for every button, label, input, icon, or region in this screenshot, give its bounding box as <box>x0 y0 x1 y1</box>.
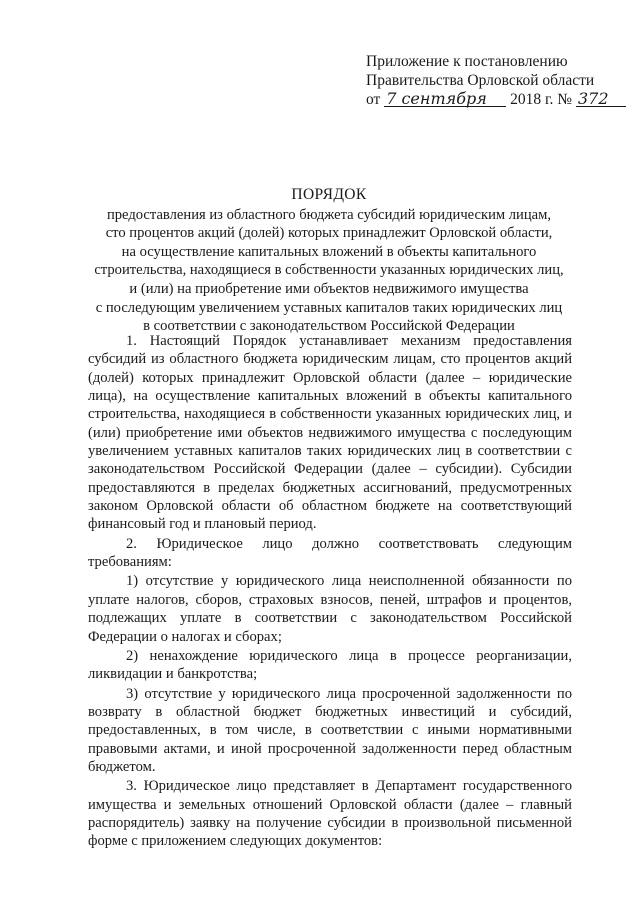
from-prefix: от <box>366 91 381 108</box>
handwritten-date: 7 сентября <box>384 91 506 107</box>
title-line: на осуществление капитальных вложений в объекты капитального <box>121 243 537 260</box>
document-body <box>88 332 572 851</box>
title-heading: ПОРЯДОК <box>291 186 367 203</box>
document-title <box>86 186 572 336</box>
header-line-1: Приложение к постановлению <box>366 53 568 70</box>
title-line: и (или) на приобретение ими объектов недвижимого имущества <box>129 280 529 297</box>
title-line: в соответствии с законодательством Российской Федерации <box>143 318 515 335</box>
title-line: сто процентов акций (долей) которых принадлежит Орловской области, <box>105 225 553 242</box>
title-line: с последующим увеличением уставных капиталов таких юридических лиц <box>95 299 563 316</box>
header-line-2: Правительства Орловской области <box>366 72 595 89</box>
paragraph-1: 1. Настоящий Порядок устанавливает механизм предоставления субсидий из областного бюджета юридическим лицам, сто процентов акций (долей) которых принадлежит Орловской области (далее – юридические лица), на осуществление капитальных вложений в объекты капитального строительства, находящиеся в собственности указанных юридических лиц, и (или) приобретение ими объектов недвижимого имущества с последующим увеличением уставных капиталов таких юридических лиц в соответствии с законодательством Российской Федерации (далее – субсидии). Субсидии предоставляются в пределах бюджетных ассигнований, предусмотренных законом Орловской области об областном бюджете на соответствующий финансовый год и плановый период. <box>88 333 572 533</box>
paragraph-3: 3. Юридическое лицо представляет в Департамент государственного имущества и земельных отношений Орловской области (далее – главный распорядитель) заявку на получение субсидии в произвольной письменной форме с приложением следующих документов: <box>88 778 572 850</box>
title-line: строительства, находящиеся в собственности указанных юридических лиц, <box>94 262 564 279</box>
requirement-1: 1) отсутствие у юридического лица неисполненной обязанности по уплате налогов, сборов, страховых взносов, пеней, штрафов и процентов, подлежащих уплате в соответствии с законодательством Российской Федерации о налогах и сборах; <box>88 573 572 645</box>
title-line: предоставления из областного бюджета субсидий юридическим лицам, <box>106 206 552 223</box>
requirement-2: 2) ненахождение юридического лица в процессе реорганизации, ликвидации и банкротства; <box>88 647 572 683</box>
year-text: 2018 г. № <box>510 91 573 108</box>
requirement-3: 3) отсутствие у юридического лица просроченной задолженности по возврату в областной бюджет бюджетных инвестиций и субсидий, предоставленных, в том числе, в соответствии с иными нормативными правовыми актами, и иной просроченной задолженности перед областным бюджетом. <box>88 685 572 775</box>
handwritten-number: 372 <box>576 91 626 107</box>
approval-header <box>366 52 626 109</box>
paragraph-2: 2. Юридическое лицо должно соответствовать следующим требованиям: <box>88 535 572 571</box>
header-line-3 <box>366 90 626 109</box>
